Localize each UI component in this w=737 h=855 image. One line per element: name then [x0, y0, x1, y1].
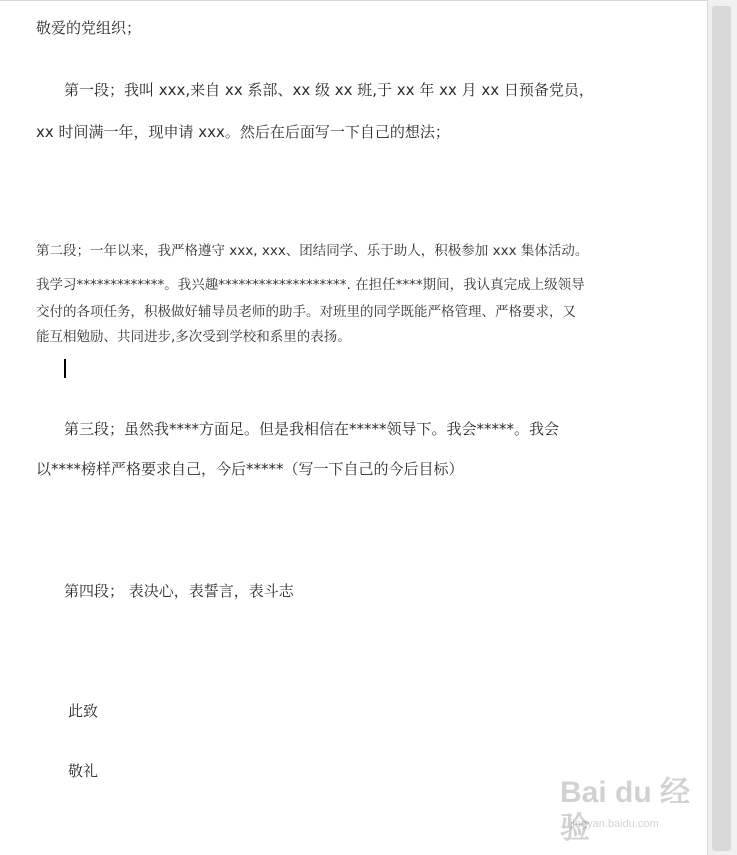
baidu-jingyan-watermark [560, 775, 710, 845]
paragraph-4-line-1: 第四段； 表决心，表誓言，表斗志 [64, 582, 294, 600]
closing-line-1: 此致 [68, 702, 99, 720]
paragraph-2-line-3: 交付的各项任务，积极做好辅导员老师的助手。对班里的同学既能严格管理、严格要求，又 [36, 304, 576, 320]
paragraph-2-line-4: 能互相勉励、共同进步,多次受到学校和系里的表扬。 [36, 329, 351, 345]
scrollbar-thumb[interactable] [712, 6, 731, 851]
closing-line-2: 敬礼 [68, 762, 99, 780]
watermark-logo: Bai du 经验 [560, 776, 691, 845]
paragraph-1-line-1: 第一段；我叫 xxx,来自 xx 系部、xx 级 xx 班,于 xx 年 xx 月 xx 日预备党员， [64, 81, 594, 99]
paragraph-2-line-1: 第二段；一年以来，我严格遵守 xxx, xxx、团结同学、乐于助人，积极参加 xxx 集体活动。 [36, 243, 589, 259]
paragraph-1-line-2: xx 时间满一年，现申请 xxx。然后在后面写一下自己的想法； [36, 123, 450, 141]
watermark-url: jingyan.baidu.com [570, 818, 659, 830]
paragraph-3-line-1: 第三段；虽然我****方面足。但是我相信在*****领导下。我会*****。我会 [64, 420, 560, 438]
vertical-scrollbar[interactable] [707, 0, 737, 855]
salutation-line: 敬爱的党组织； [36, 19, 142, 37]
paragraph-2-line-2: 我学习*************。我兴趣*******************. 在担任****期间，我认真完成上级领导 [36, 277, 585, 293]
text-cursor [64, 359, 66, 378]
paragraph-3-line-2: 以****榜样严格要求自己，今后*****（写一下自己的今后目标） [36, 460, 464, 478]
